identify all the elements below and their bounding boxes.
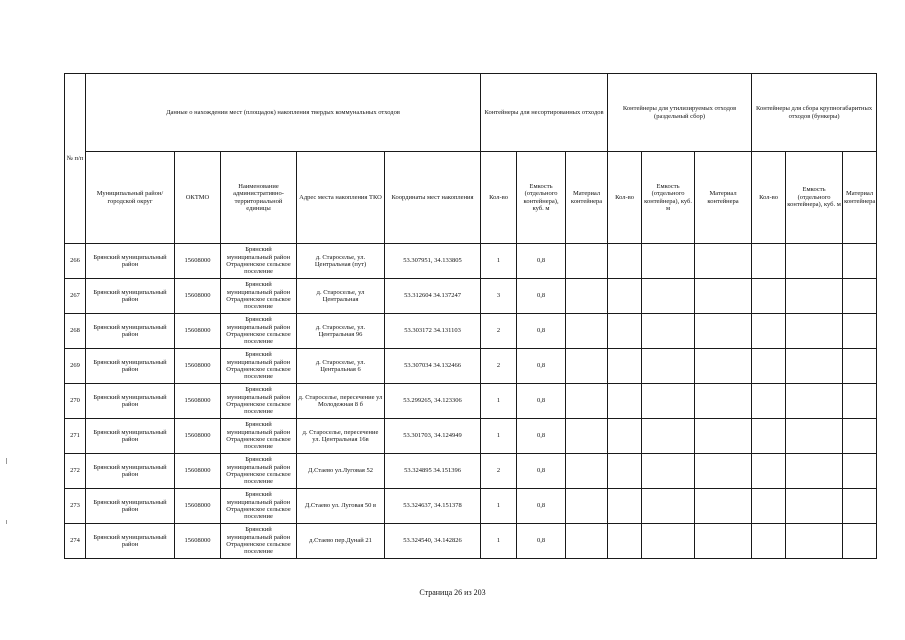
cell-empty (642, 314, 695, 349)
cell-oktmo: 15608000 (175, 489, 221, 524)
cell-empty (566, 524, 608, 559)
cell-empty (786, 244, 843, 279)
col-number-header: № п/п (65, 74, 86, 244)
cell-district: Брянский муниципальный район (86, 419, 175, 454)
col-qty1-header: Кол-во (481, 152, 517, 244)
cell-district: Брянский муниципальный район (86, 314, 175, 349)
cell-coords: 53.307034 34.132466 (385, 349, 481, 384)
cell-settlement: Брянский муниципальный район Отрадненское сельское поселение (221, 524, 297, 559)
cell-empty (843, 384, 877, 419)
group-bulky-header: Контейнеры для сбора крупногабаритных отходов (бункеры) (752, 74, 877, 152)
waste-sites-table (64, 73, 877, 559)
col-settlement-header: Наименование административно-территориальной единицы (221, 152, 297, 244)
cell-empty (752, 244, 786, 279)
cell-empty (608, 314, 642, 349)
cell-address: д. Староселье, ул Центральная (297, 279, 385, 314)
cell-empty (786, 419, 843, 454)
col-coords-header: Координаты мест накопления (385, 152, 481, 244)
cell-empty (752, 454, 786, 489)
cell-capacity: 0,8 (517, 349, 566, 384)
cell-address: д. Староселье, ул. Центральная (пут) (297, 244, 385, 279)
cell-number: 269 (65, 349, 86, 384)
cell-empty (695, 419, 752, 454)
table-row (65, 279, 877, 314)
cell-empty (843, 314, 877, 349)
cell-address: д. Староселье, пересечение ул Молодежная 8 б (297, 384, 385, 419)
cell-address: Д.Стаево ул. Луговая 50 в (297, 489, 385, 524)
cell-empty (608, 384, 642, 419)
cell-empty (695, 349, 752, 384)
cell-empty (695, 314, 752, 349)
col-mat1-header: Материал контейнера (566, 152, 608, 244)
cell-oktmo: 15608000 (175, 419, 221, 454)
cell-address: д. Староселье, пересечение ул. Центральная 16в (297, 419, 385, 454)
cell-empty (566, 279, 608, 314)
cell-empty (608, 244, 642, 279)
table-row (65, 244, 877, 279)
cell-oktmo: 15608000 (175, 244, 221, 279)
cell-empty (752, 349, 786, 384)
col-cap3-header: Емкость (отдельного контейнера), куб. м (786, 152, 843, 244)
cell-oktmo: 15608000 (175, 454, 221, 489)
cell-empty (752, 384, 786, 419)
cell-capacity: 0,8 (517, 454, 566, 489)
cell-number: 270 (65, 384, 86, 419)
cell-coords: 53.303172 34.131103 (385, 314, 481, 349)
cell-empty (566, 419, 608, 454)
table-row (65, 349, 877, 384)
cell-empty (566, 314, 608, 349)
cell-empty (786, 524, 843, 559)
cell-qty: 3 (481, 279, 517, 314)
cell-empty (786, 314, 843, 349)
cell-oktmo: 15608000 (175, 384, 221, 419)
cell-empty (695, 384, 752, 419)
cell-capacity: 0,8 (517, 384, 566, 419)
cell-number: 267 (65, 279, 86, 314)
cell-qty: 1 (481, 384, 517, 419)
table-row (65, 419, 877, 454)
cell-empty (695, 524, 752, 559)
cell-settlement: Брянский муниципальный район Отрадненское сельское поселение (221, 349, 297, 384)
cell-oktmo: 15608000 (175, 279, 221, 314)
cell-empty (843, 454, 877, 489)
cell-qty: 1 (481, 524, 517, 559)
cell-address: д.Стаево пер.Дунай 21 (297, 524, 385, 559)
table-row (65, 454, 877, 489)
left-margin-mark (6, 520, 7, 524)
cell-number: 271 (65, 419, 86, 454)
cell-empty (608, 524, 642, 559)
col-mat3-header: Материал контейнера (843, 152, 877, 244)
cell-district: Брянский муниципальный район (86, 244, 175, 279)
cell-qty: 1 (481, 419, 517, 454)
cell-qty: 1 (481, 489, 517, 524)
cell-empty (786, 279, 843, 314)
col-mat2-header: Материал контейнера (695, 152, 752, 244)
cell-empty (608, 349, 642, 384)
cell-number: 272 (65, 454, 86, 489)
cell-empty (566, 489, 608, 524)
table-row (65, 384, 877, 419)
col-oktmo-header: ОКТМО (175, 152, 221, 244)
cell-empty (608, 419, 642, 454)
cell-settlement: Брянский муниципальный район Отрадненское сельское поселение (221, 419, 297, 454)
cell-capacity: 0,8 (517, 489, 566, 524)
cell-coords: 53.324637, 34.151378 (385, 489, 481, 524)
cell-district: Брянский муниципальный район (86, 279, 175, 314)
cell-district: Брянский муниципальный район (86, 489, 175, 524)
cell-empty (786, 384, 843, 419)
table-row (65, 314, 877, 349)
cell-number: 268 (65, 314, 86, 349)
col-cap1-header: Емкость (отдельного контейнера), куб. м (517, 152, 566, 244)
cell-coords: 53.307951, 34.133805 (385, 244, 481, 279)
cell-empty (752, 419, 786, 454)
cell-empty (608, 279, 642, 314)
table-row (65, 524, 877, 559)
cell-empty (786, 454, 843, 489)
cell-empty (642, 279, 695, 314)
cell-empty (642, 419, 695, 454)
cell-settlement: Брянский муниципальный район Отрадненское сельское поселение (221, 384, 297, 419)
cell-empty (786, 489, 843, 524)
cell-empty (642, 244, 695, 279)
cell-empty (752, 279, 786, 314)
cell-empty (642, 524, 695, 559)
cell-oktmo: 15608000 (175, 524, 221, 559)
cell-empty (752, 314, 786, 349)
cell-empty (695, 454, 752, 489)
cell-empty (566, 349, 608, 384)
cell-empty (642, 349, 695, 384)
cell-settlement: Брянский муниципальный район Отрадненское сельское поселение (221, 244, 297, 279)
cell-empty (752, 524, 786, 559)
col-cap2-header: Емкость (отдельного контейнера), куб. м (642, 152, 695, 244)
cell-coords: 53.299265, 34.123306 (385, 384, 481, 419)
cell-empty (608, 454, 642, 489)
cell-empty (566, 454, 608, 489)
left-margin-mark (6, 458, 7, 464)
cell-empty (843, 489, 877, 524)
cell-district: Брянский муниципальный район (86, 349, 175, 384)
cell-coords: 53.301703, 34.124949 (385, 419, 481, 454)
cell-qty: 2 (481, 314, 517, 349)
header-row-groups (65, 74, 877, 152)
group-separate-header: Контейнеры для утилизируемых отходов (раздельный сбор) (608, 74, 752, 152)
cell-settlement: Брянский муниципальный район Отрадненское сельское поселение (221, 454, 297, 489)
cell-address: д. Староселье, ул. Центральная 96 (297, 314, 385, 349)
cell-oktmo: 15608000 (175, 349, 221, 384)
header-row-columns (65, 152, 877, 244)
cell-coords: 53.324540, 34.142826 (385, 524, 481, 559)
cell-number: 273 (65, 489, 86, 524)
cell-empty (695, 279, 752, 314)
table-row (65, 489, 877, 524)
cell-settlement: Брянский муниципальный район Отрадненское сельское поселение (221, 279, 297, 314)
cell-coords: 53.324895 34.151396 (385, 454, 481, 489)
cell-number: 274 (65, 524, 86, 559)
cell-capacity: 0,8 (517, 524, 566, 559)
cell-district: Брянский муниципальный район (86, 524, 175, 559)
cell-empty (843, 279, 877, 314)
cell-empty (695, 489, 752, 524)
cell-address: д. Староселье, ул. Центральная 6 (297, 349, 385, 384)
cell-address: Д.Стаево ул.Луговая 52 (297, 454, 385, 489)
cell-empty (566, 384, 608, 419)
page-number-footer: Страница 26 из 203 (419, 588, 486, 597)
col-qty3-header: Кол-во (752, 152, 786, 244)
col-qty2-header: Кол-во (608, 152, 642, 244)
cell-capacity: 0,8 (517, 279, 566, 314)
cell-settlement: Брянский муниципальный район Отрадненское сельское поселение (221, 314, 297, 349)
col-district-header: Муниципальный район/городской округ (86, 152, 175, 244)
cell-capacity: 0,8 (517, 244, 566, 279)
cell-coords: 53.312604 34.137247 (385, 279, 481, 314)
cell-empty (642, 489, 695, 524)
cell-qty: 2 (481, 454, 517, 489)
cell-settlement: Брянский муниципальный район Отрадненское сельское поселение (221, 489, 297, 524)
cell-empty (843, 244, 877, 279)
cell-capacity: 0,8 (517, 419, 566, 454)
cell-empty (642, 384, 695, 419)
cell-empty (843, 419, 877, 454)
cell-district: Брянский муниципальный район (86, 454, 175, 489)
cell-district: Брянский муниципальный район (86, 384, 175, 419)
cell-empty (843, 524, 877, 559)
cell-empty (642, 454, 695, 489)
cell-qty: 2 (481, 349, 517, 384)
cell-empty (786, 349, 843, 384)
cell-empty (608, 489, 642, 524)
group-site-data-header: Данные о нахождении мест (площадок) накопления твердых коммунальных отходов (86, 74, 481, 152)
cell-empty (695, 244, 752, 279)
cell-oktmo: 15608000 (175, 314, 221, 349)
cell-empty (843, 349, 877, 384)
cell-qty: 1 (481, 244, 517, 279)
col-address-header: Адрес места накопления ТКО (297, 152, 385, 244)
cell-empty (566, 244, 608, 279)
cell-capacity: 0,8 (517, 314, 566, 349)
cell-empty (752, 489, 786, 524)
group-unsorted-header: Контейнеры для несортированных отходов (481, 74, 608, 152)
cell-number: 266 (65, 244, 86, 279)
